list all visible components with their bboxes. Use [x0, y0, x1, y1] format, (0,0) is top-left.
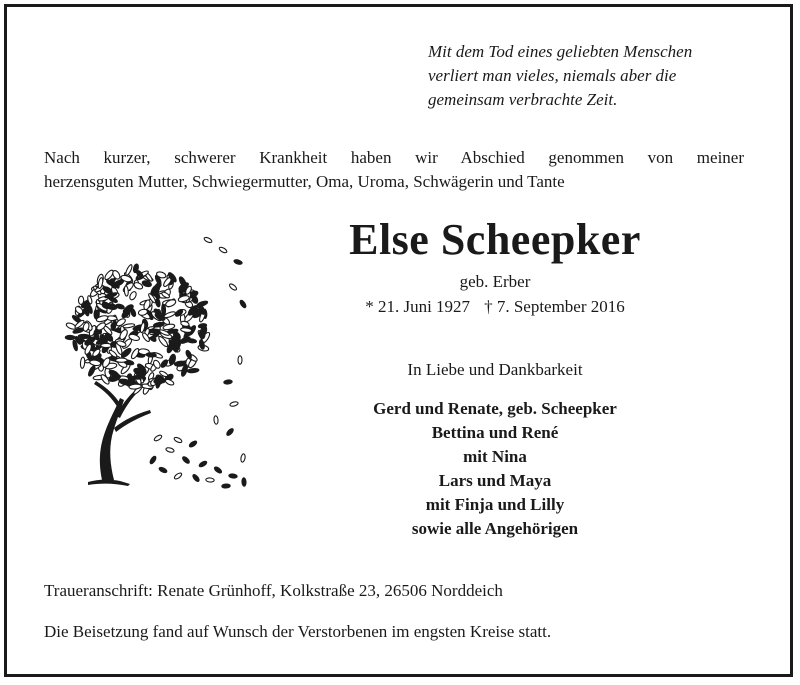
death-date: † 7. September 2016	[484, 297, 625, 316]
intro-line: herzensguten Mutter, Schwiegermutter, Oma, Uroma, Schwägerin und Tante	[44, 172, 565, 191]
funeral-note: Die Beisetzung fand auf Wunsch der Verstorbenen im engsten Kreise statt.	[44, 622, 552, 641]
birth-date: * 21. Juni 1927	[365, 297, 471, 316]
intro-line: Nach kurzer, schwerer Krankheit haben wir Abschied genommen von meiner	[44, 148, 744, 167]
birth-name: geb. Erber	[459, 272, 531, 291]
mourner-line: sowie alle Angehörigen	[411, 519, 579, 538]
mourner-line: Lars und Maya	[438, 471, 552, 490]
memorial-quote	[428, 40, 768, 112]
intro-text	[44, 146, 744, 194]
quote-line: verliert man vieles, niemals aber die	[428, 66, 677, 85]
mourner-line: Gerd und Renate, geb. Scheepker	[373, 399, 617, 418]
mourning-address: Traueranschrift: Renate Grünhoff, Kolkstraße 23, 26506 Norddeich	[44, 581, 503, 600]
mourners-list	[290, 397, 700, 541]
mourner-line: mit Nina	[463, 447, 527, 466]
tree-in-wind-icon	[58, 232, 258, 492]
mourners-intro: In Liebe und Dankbarkeit	[407, 360, 583, 379]
quote-line: gemeinsam verbrachte Zeit.	[428, 90, 618, 109]
quote-line: Mit dem Tod eines geliebten Menschen	[428, 42, 693, 61]
deceased-name: Else Scheepker	[349, 215, 641, 264]
mourner-line: mit Finja und Lilly	[425, 495, 565, 514]
mourner-line: Bettina und René	[431, 423, 559, 442]
life-dates	[290, 295, 700, 319]
